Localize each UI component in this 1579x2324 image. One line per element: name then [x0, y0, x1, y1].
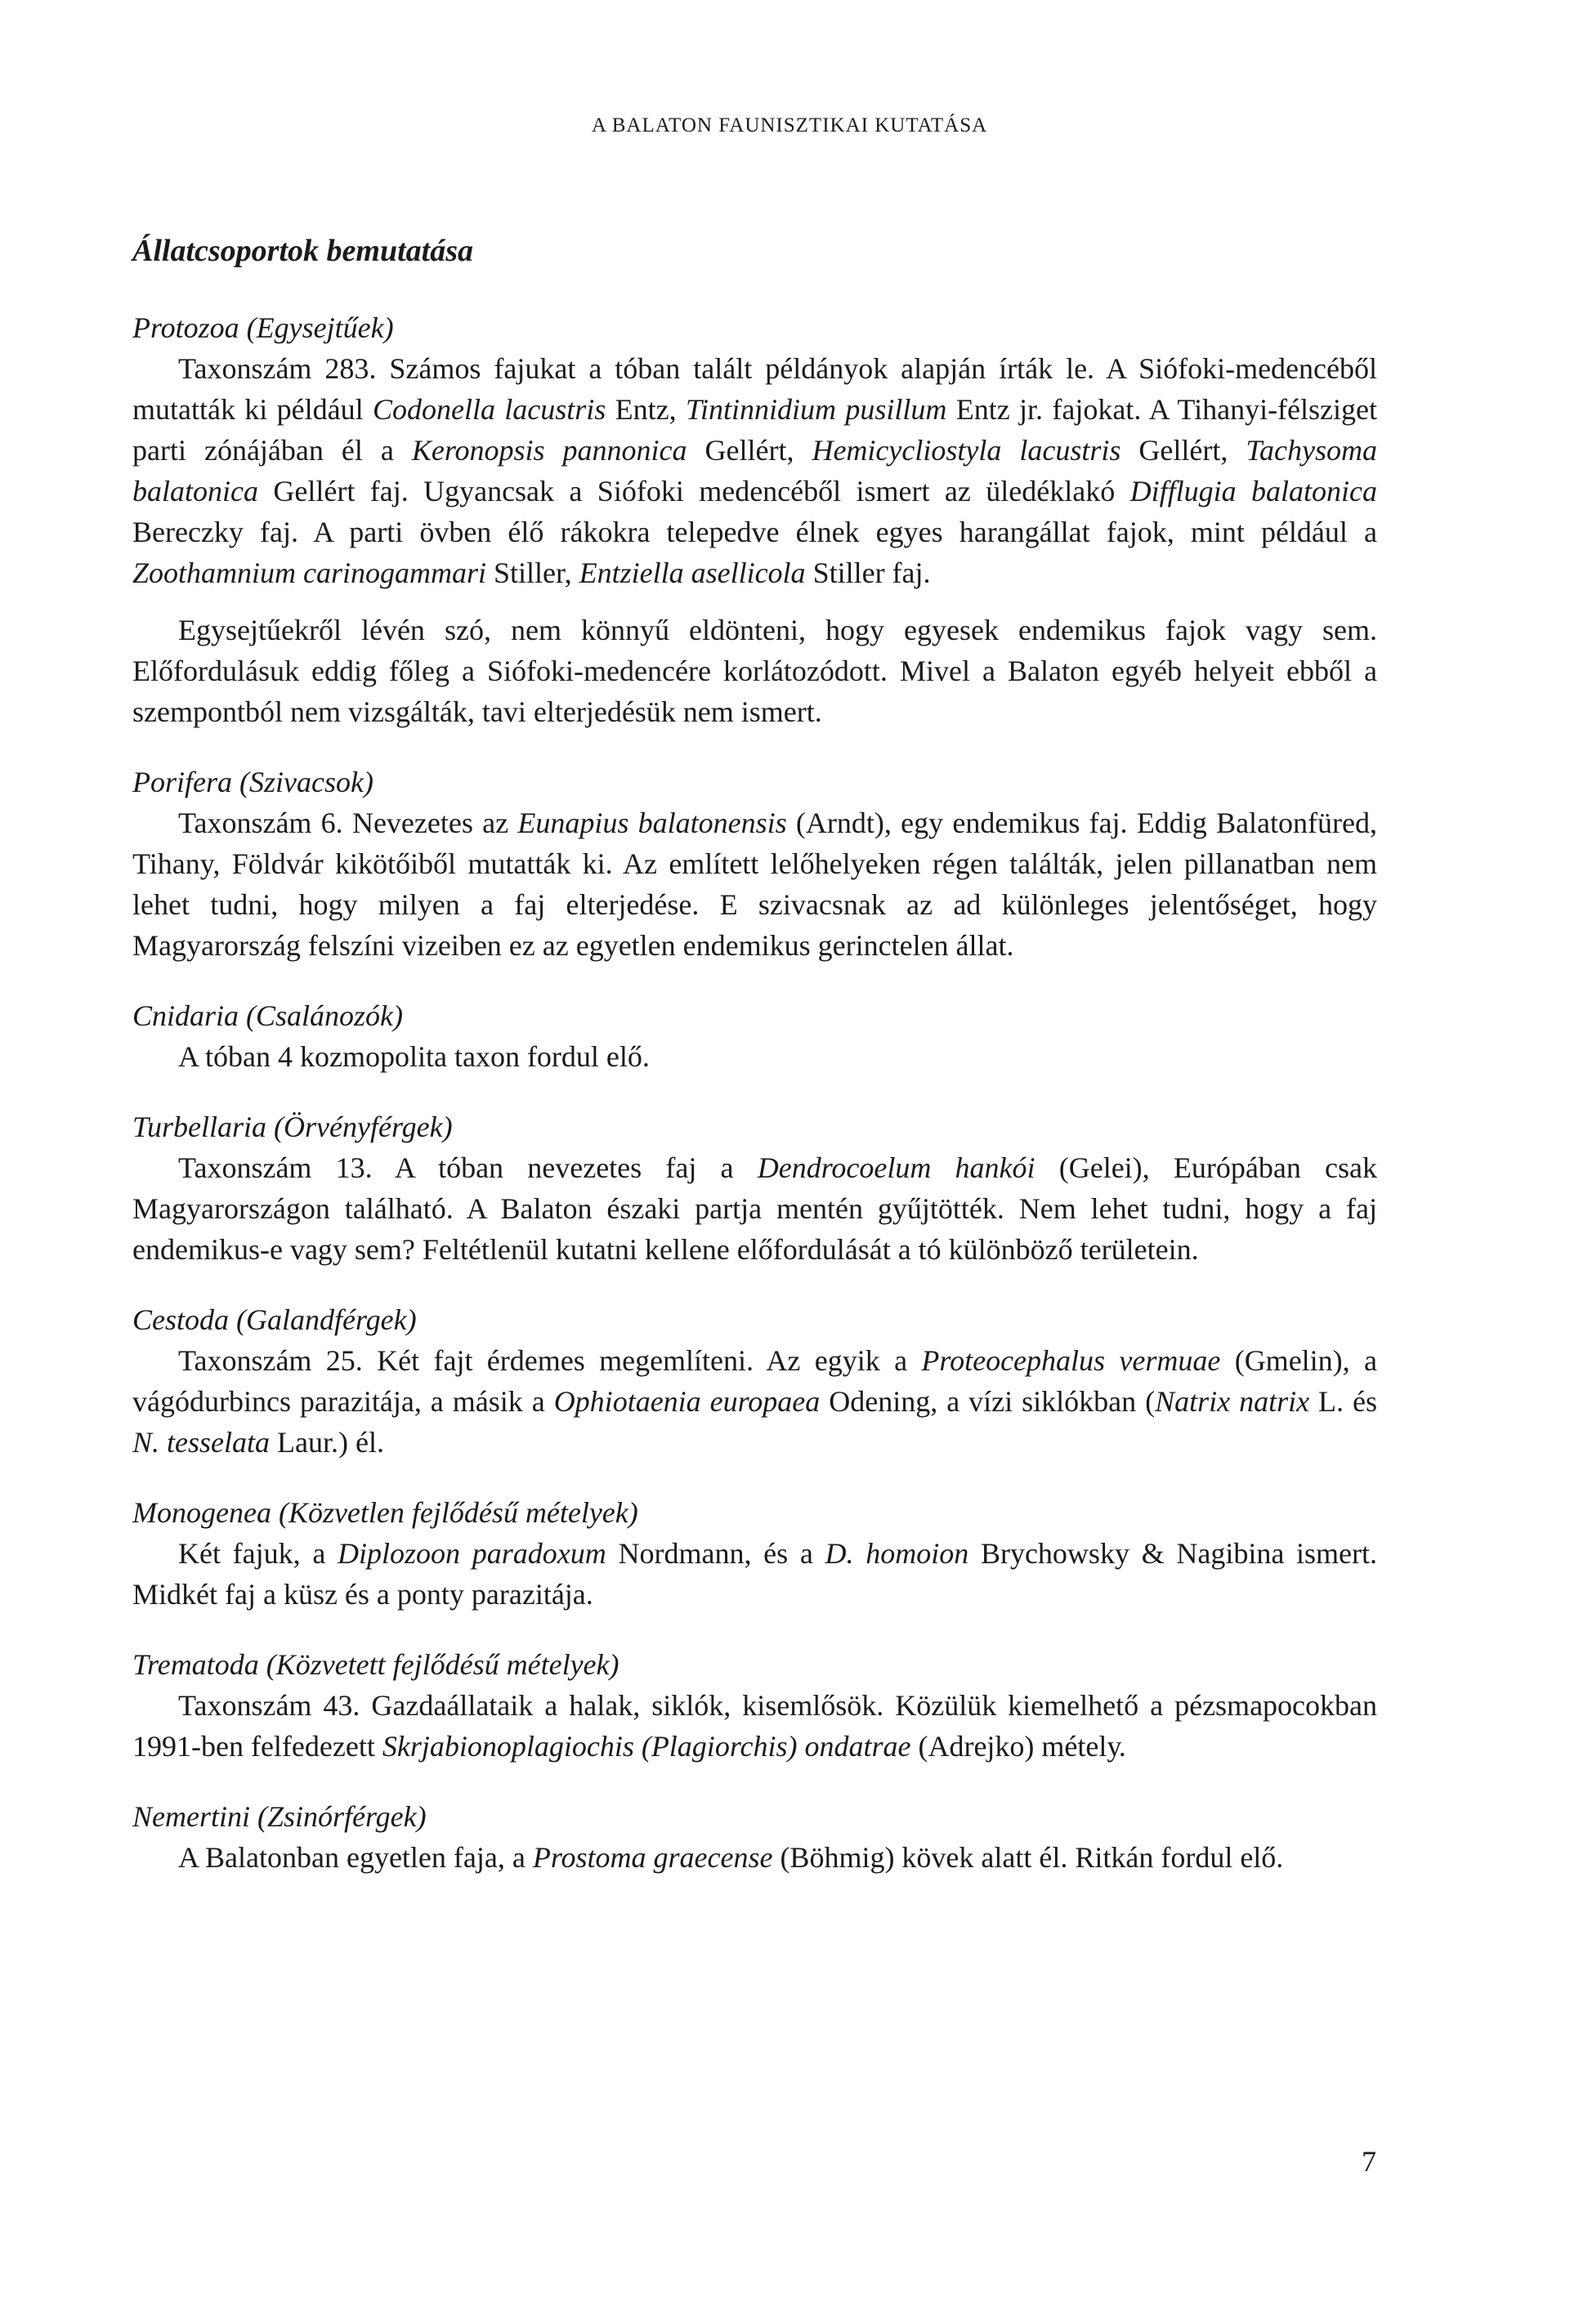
taxon-group — [132, 1796, 1377, 1878]
section-title: Állatcsoportok bemutatása — [132, 234, 473, 268]
species-name: Prostoma graecense — [532, 1841, 773, 1874]
taxon-heading: Protozoa (Egysejtűek) — [132, 311, 394, 344]
body-paragraph — [132, 1340, 1377, 1463]
taxon-group — [132, 995, 1377, 1077]
species-name: Eunapius balatonensis — [517, 807, 787, 839]
page-content — [132, 230, 1377, 1907]
taxon-heading: Nemertini (Zsinórférgek) — [132, 1800, 427, 1833]
text-run: Laur.) él. — [270, 1426, 384, 1459]
text-run: L. és — [1309, 1385, 1378, 1418]
taxon-heading: Turbellaria (Örvényférgek) — [132, 1111, 453, 1143]
text-run: Taxonszám 43. Gazdaállataik a halak, siklók, kisemlősök. Közülük kiemelhető a pézsmapocokban 1991-ben felfedezett — [132, 1689, 1377, 1763]
text-run: Bereczky faj. A parti övben élő rákokra telepedve élnek egyes harangállat fajok, mint például a — [132, 516, 1377, 548]
taxon-group — [132, 762, 1377, 966]
species-name: Difflugia balatonica — [1129, 475, 1377, 507]
taxon-group — [132, 1106, 1377, 1270]
text-run: Taxonszám 25. Két fajt érdemes megemlíteni. Az egyik a — [178, 1344, 922, 1377]
page-number: 7 — [1362, 2145, 1376, 2178]
text-run: Nordmann, és a — [606, 1537, 825, 1570]
taxon-group — [132, 1492, 1377, 1615]
body-paragraph — [132, 1685, 1377, 1767]
text-run: Gellért, — [1121, 434, 1246, 467]
species-name: Natrix natrix — [1155, 1385, 1310, 1418]
species-name: N. tesselata — [132, 1426, 270, 1459]
taxon-group — [132, 1644, 1377, 1767]
taxon-heading: Trematoda (Közvetett fejlődésű mételyek) — [132, 1648, 620, 1681]
taxon-heading: Cestoda (Galandférgek) — [132, 1303, 417, 1336]
species-name: Hemicycliostyla lacustris — [812, 434, 1121, 467]
species-name: Diplozoon paradoxum — [338, 1537, 606, 1570]
species-name: Tachysoma balatonica — [132, 434, 1378, 507]
body-paragraph — [132, 348, 1377, 593]
species-name: Codonella lacustris — [372, 393, 606, 426]
taxon-group-list — [132, 307, 1377, 1878]
taxon-heading: Porifera (Szivacsok) — [132, 766, 374, 798]
text-run: (Böhmig) kövek alatt él. Ritkán fordul elő. — [772, 1841, 1284, 1874]
text-run: Odening, a vízi siklókban ( — [820, 1385, 1156, 1418]
text-run: Stiller faj. — [805, 556, 931, 589]
body-paragraph — [132, 1533, 1377, 1615]
text-run: (Gmelin), a vágódurbincs parazitája, a másik a — [132, 1344, 1377, 1418]
species-name: Ophiotaenia europaea — [553, 1385, 821, 1418]
body-paragraph — [132, 1837, 1377, 1878]
species-name: Skrjabionoplagiochis (Plagiorchis) ondatrae — [382, 1730, 911, 1763]
body-paragraph — [132, 1036, 1377, 1077]
text-run: A tóban 4 kozmopolita taxon fordul elő. — [178, 1040, 650, 1073]
text-run: (Gelei), Európában csak Magyarországon található. A Balaton északi partja mentén gyűjtötték. Nem lehet tudni, hogy a faj endemikus-e vagy sem? Feltétlenül kutatni kellene előfordulását a tó különböző területein. — [132, 1151, 1377, 1266]
text-run: A Balatonban egyetlen faja, a — [178, 1841, 533, 1874]
body-paragraph — [132, 1147, 1377, 1270]
text-run: Brychowsky & Nagibina ismert. Midkét faj a küsz és a ponty parazitája. — [132, 1537, 1378, 1611]
taxon-heading: Cnidaria (Csalánozók) — [132, 999, 404, 1032]
species-name: Proteocephalus vermuae — [921, 1344, 1221, 1377]
species-name: Zoothamnium carinogammari — [132, 556, 487, 589]
text-run: Taxonszám 13. A tóban nevezetes faj a — [178, 1151, 758, 1184]
species-name: D. homoion — [825, 1537, 969, 1570]
body-paragraph — [132, 802, 1377, 966]
text-run: Gellért faj. Ugyancsak a Siófoki medencéből ismert az üledéklakó — [257, 475, 1130, 507]
taxon-group — [132, 1299, 1377, 1463]
text-run: Egysejtűekről lévén szó, nem könnyű eldönteni, hogy egyesek endemikus fajok vagy sem. Előfordulásuk eddig főleg a Siófoki-medencére korlátozódott. Mivel a Balaton egyéb helyeit ebből a szempontból nem vizsgálták, tavi elterjedésük nem ismert. — [132, 614, 1377, 728]
text-run: Két fajuk, a — [178, 1537, 338, 1570]
taxon-heading: Monogenea (Közvetlen fejlődésű mételyek) — [132, 1496, 638, 1529]
text-run: Gellért, — [687, 434, 812, 467]
text-run: Entz, — [606, 393, 686, 426]
taxon-group — [132, 307, 1377, 732]
text-run: (Arndt), egy endemikus faj. Eddig Balatonfüred, Tihany, Földvár kikötőiből mutatták ki. Az említett lelőhelyeken régen találták, jelen pillanatban nem lehet tudni, hogy milyen a faj elterjedése. E szivacsnak az ad különleges jelentőséget, hogy Magyarország felszíni vizeiben ez az egyetlen endemikus gerinctelen állat. — [132, 807, 1377, 962]
species-name: Keronopsis pannonica — [411, 434, 687, 467]
text-run: Taxonszám 283. Számos fajukat a tóban talált példányok alapján írták le. A Siófoki-medencéből mutatták ki például — [132, 352, 1377, 426]
text-run: Entz jr. fajokat. A Tihanyi-félsziget parti zónájában él a — [132, 393, 1378, 467]
text-run: Stiller, — [486, 556, 579, 589]
running-header: A BALATON FAUNISZTIKAI KUTATÁSA — [591, 114, 988, 136]
body-paragraph — [132, 610, 1377, 732]
species-name: Dendrocoelum hankói — [757, 1151, 1036, 1184]
text-run: (Adrejko) mételу. — [910, 1730, 1126, 1763]
text-run: Taxonszám 6. Nevezetes az — [178, 807, 518, 839]
species-name: Entziella asellicola — [579, 556, 806, 589]
species-name: Tintinnidium pusillum — [685, 393, 947, 426]
